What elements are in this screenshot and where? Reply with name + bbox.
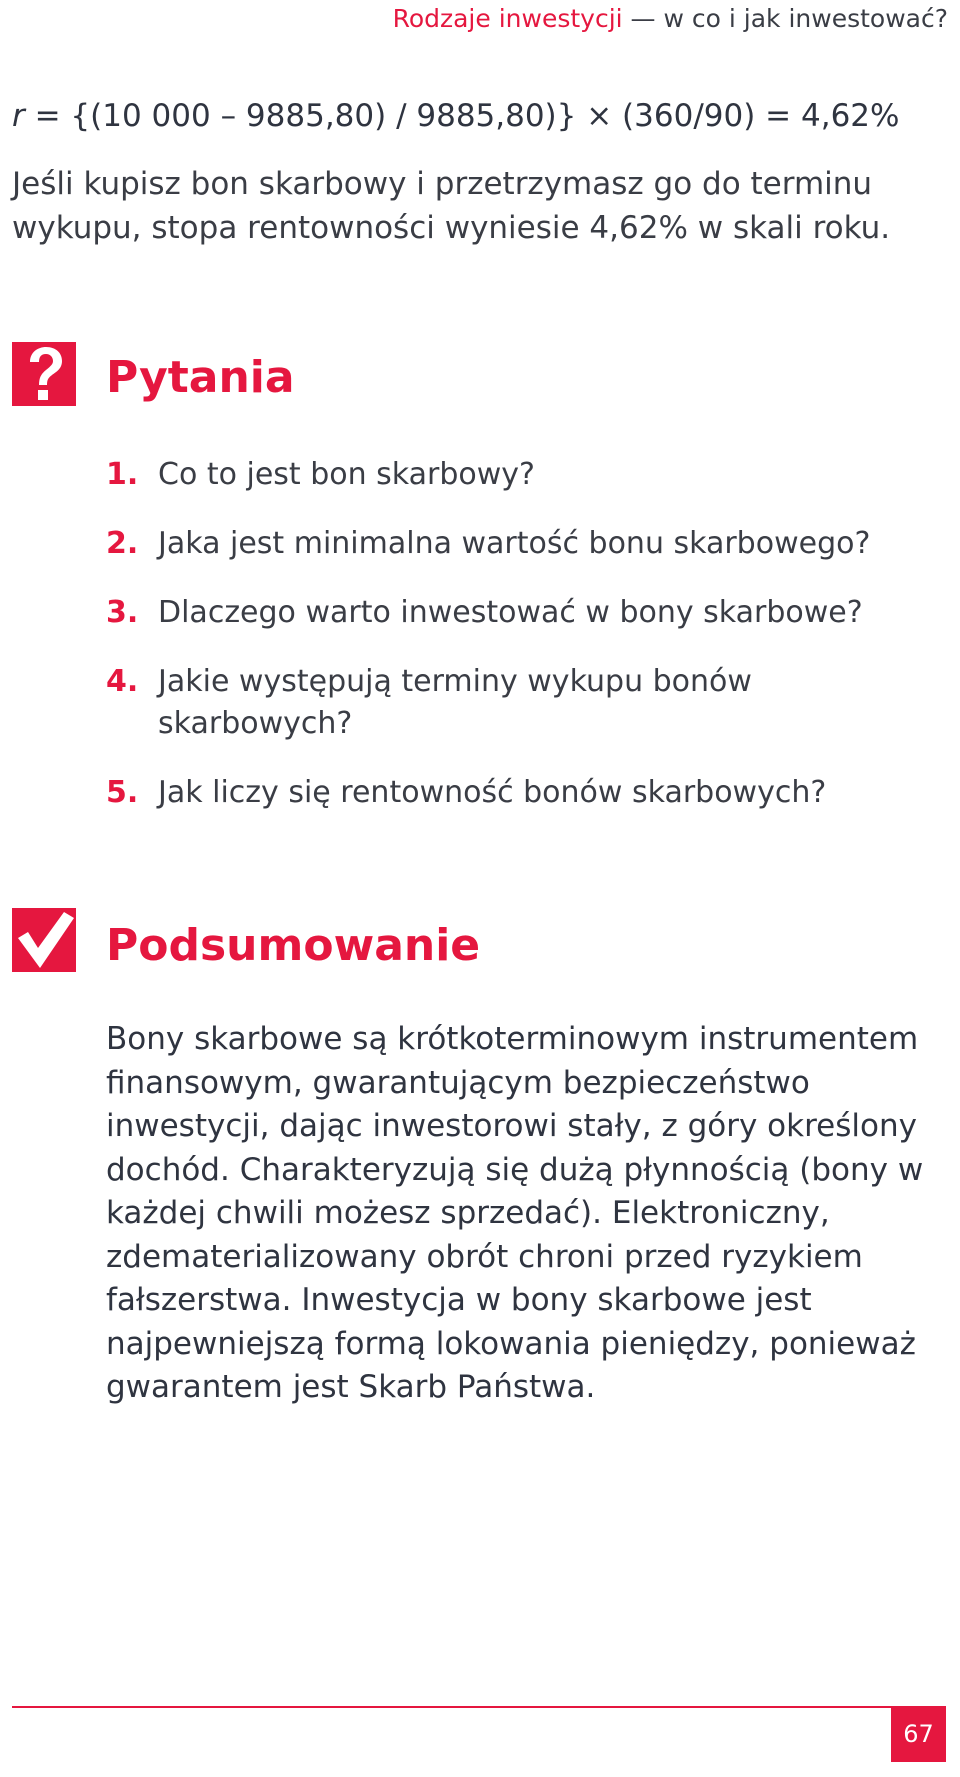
questions-heading: Pytania [106,352,295,403]
question-text: Co to jest bon skarbowy? [158,457,535,492]
formula-variable: r [12,98,25,134]
question-text: Jaka jest minimalna wartość bonu skarbowego? [158,526,871,561]
checkmark-icon [12,908,76,972]
intro-paragraph: Jeśli kupisz bon skarbowy i przetrzymasz go do terminu wykupu, stopa rentowności wyniesie 4,62% w skali roku. [12,166,891,246]
question-text: Jakie występują terminy wykupu bonów skarbowych? [158,664,752,741]
question-mark-icon-graphic [12,342,76,406]
questions-list [106,454,926,841]
question-text: Dlaczego warto inwestować w bony skarbowe? [158,595,863,630]
checkmark-icon-graphic [12,908,76,972]
formula-expression: = {(10 000 – 9885,80) / 9885,80)} × (360/90) = 4,62% [24,98,900,134]
question-item [106,523,926,565]
summary-heading: Podsumowanie [106,920,481,971]
question-number: 1. [106,457,139,492]
footer-rule [12,1706,946,1708]
yield-formula [12,98,899,134]
question-mark-icon [12,342,76,406]
question-number: 5. [106,775,139,810]
question-number: 4. [106,664,139,699]
question-item [106,592,926,634]
running-header-dash: — [630,4,656,33]
running-header-section: Rodzaje inwestycji [392,4,623,33]
summary-paragraph: Bony skarbowe są krótkoterminowym instrumentem finansowym, gwarantującym bezpieczeństwo inwestycji, dając inwestorowi stały, z góry określony dochód. Charakteryzują się dużą płynnością (bony w każdej chwili możesz sprzedać). Elektroniczny, zdematerializowany obrót chroni przed ryzykiem fałszerstwa. Inwestycja w bony skarbowe jest najpewniejszą formą lokowania pieniędzy, ponieważ gwarantem jest Skarb Państwa. [106,1021,924,1405]
question-item [106,661,926,745]
question-item [106,772,926,814]
page-number: 67 [891,1707,946,1762]
question-number: 3. [106,595,139,630]
running-header [393,4,948,33]
question-text: Jak liczy się rentowność bonów skarbowych? [158,775,827,810]
question-item [106,454,926,496]
question-number: 2. [106,526,139,561]
running-header-subtitle: w co i jak inwestować? [663,4,948,33]
